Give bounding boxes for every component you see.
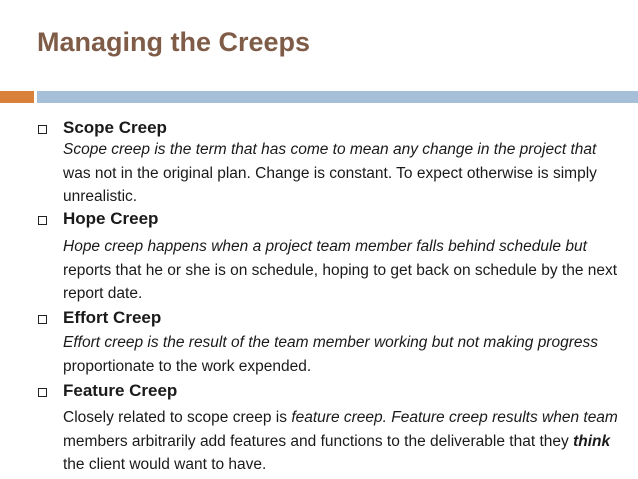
accent-bar-blue bbox=[37, 91, 638, 103]
paragraph-scope-creep bbox=[63, 138, 623, 209]
bullet-square-icon bbox=[38, 315, 47, 324]
paragraph-text: the client would want to have. bbox=[63, 456, 267, 473]
paragraph-bold-italic: think bbox=[573, 432, 611, 450]
paragraph-effort-creep bbox=[63, 331, 623, 378]
paragraph-hope-creep bbox=[63, 235, 623, 306]
paragraph-text: members arbitrarily add features and functions to the deliverable that they bbox=[63, 432, 574, 450]
bullet-square-icon bbox=[38, 216, 47, 225]
paragraph-text: was not in the original plan. Change is constant. To expect otherwise is simply unrealistic. bbox=[63, 164, 597, 205]
slide-title: Managing the Creeps bbox=[37, 27, 311, 57]
paragraph-text: reports that he or she is on schedule, hoping to get back on schedule by the next report date. bbox=[63, 261, 618, 302]
heading-effort-creep: Effort Creep bbox=[63, 308, 162, 327]
accent-bar-orange bbox=[0, 91, 34, 103]
paragraph-feature-creep bbox=[63, 406, 623, 477]
heading-hope-creep: Hope Creep bbox=[63, 209, 159, 228]
heading-feature-creep: Feature Creep bbox=[63, 381, 178, 400]
bullet-square-icon bbox=[38, 125, 47, 134]
heading-scope-creep: Scope Creep bbox=[63, 118, 167, 137]
paragraph-italic: Effort creep is the result of the team member working but not making progress bbox=[63, 334, 598, 351]
paragraph-text: Closely related to scope creep is bbox=[63, 409, 292, 426]
paragraph-italic: Scope creep is the term that has come to mean any change in the project that bbox=[63, 141, 597, 158]
paragraph-text: proportionate to the work expended. bbox=[63, 357, 312, 375]
paragraph-italic: feature creep. Feature creep results when team bbox=[291, 409, 618, 426]
paragraph-italic: Hope creep happens when a project team member falls behind schedule but bbox=[63, 238, 587, 255]
bullet-square-icon bbox=[38, 388, 47, 397]
